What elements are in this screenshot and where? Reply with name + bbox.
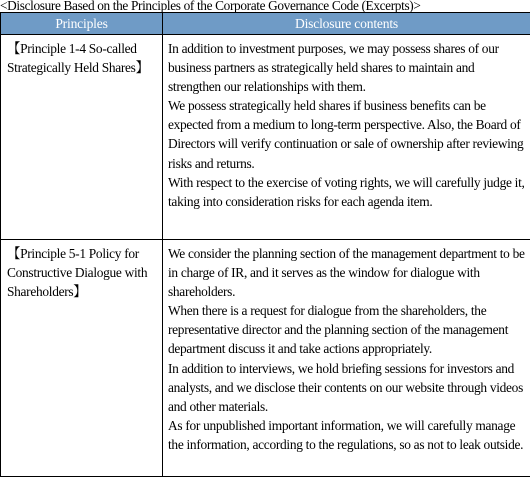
disclosure-paragraph: We consider the planning section of the management department to be in charge of IR, and it serves as the window for dialogue with shareholders. (168, 244, 527, 301)
disclosure-contents-cell (163, 240, 530, 477)
table-row (1, 240, 530, 477)
disclosure-paragraph: When there is a request for dialogue from the shareholders, the representative director and the planning section of the management department discuss it and take actions appropriately. (168, 301, 527, 358)
table-header-row (1, 13, 530, 35)
disclosure-paragraph: We possess strategically held shares if business benefits can be expected from a medium to long-term perspective. Also, the Board of Directors will verify continuation or sale of ownership after reviewing risks and returns. (168, 96, 527, 172)
principle-cell: 【Principle 5-1 Policy for Constructive Dialogue with Shareholders】 (1, 240, 163, 477)
disclosure-table (0, 12, 530, 477)
table-caption: <Disclosure Based on the Principles of the Corporate Governance Code (Excerpts)> (0, 0, 421, 12)
disclosure-paragraph: In addition to interviews, we hold briefing sessions for investors and analysts, and we disclose their contents on our website through videos and other materials. (168, 359, 527, 416)
table-row (1, 35, 530, 240)
principle-cell: 【Principle 1-4 So-called Strategically Held Shares】 (1, 35, 163, 240)
disclosure-paragraph: As for unpublished important information, we will carefully manage the information, according to the regulations, so as not to leak outside. (168, 416, 527, 454)
disclosure-paragraph: With respect to the exercise of voting rights, we will carefully judge it, taking into consideration risks for each agenda item. (168, 173, 527, 211)
column-header-disclosure-contents: Disclosure contents (163, 13, 530, 35)
column-header-principles: Principles (1, 13, 163, 35)
disclosure-paragraph: In addition to investment purposes, we may possess shares of our business partners as strategically held shares to maintain and strengthen our relationships with them. (168, 39, 527, 96)
disclosure-contents-cell (163, 35, 530, 240)
